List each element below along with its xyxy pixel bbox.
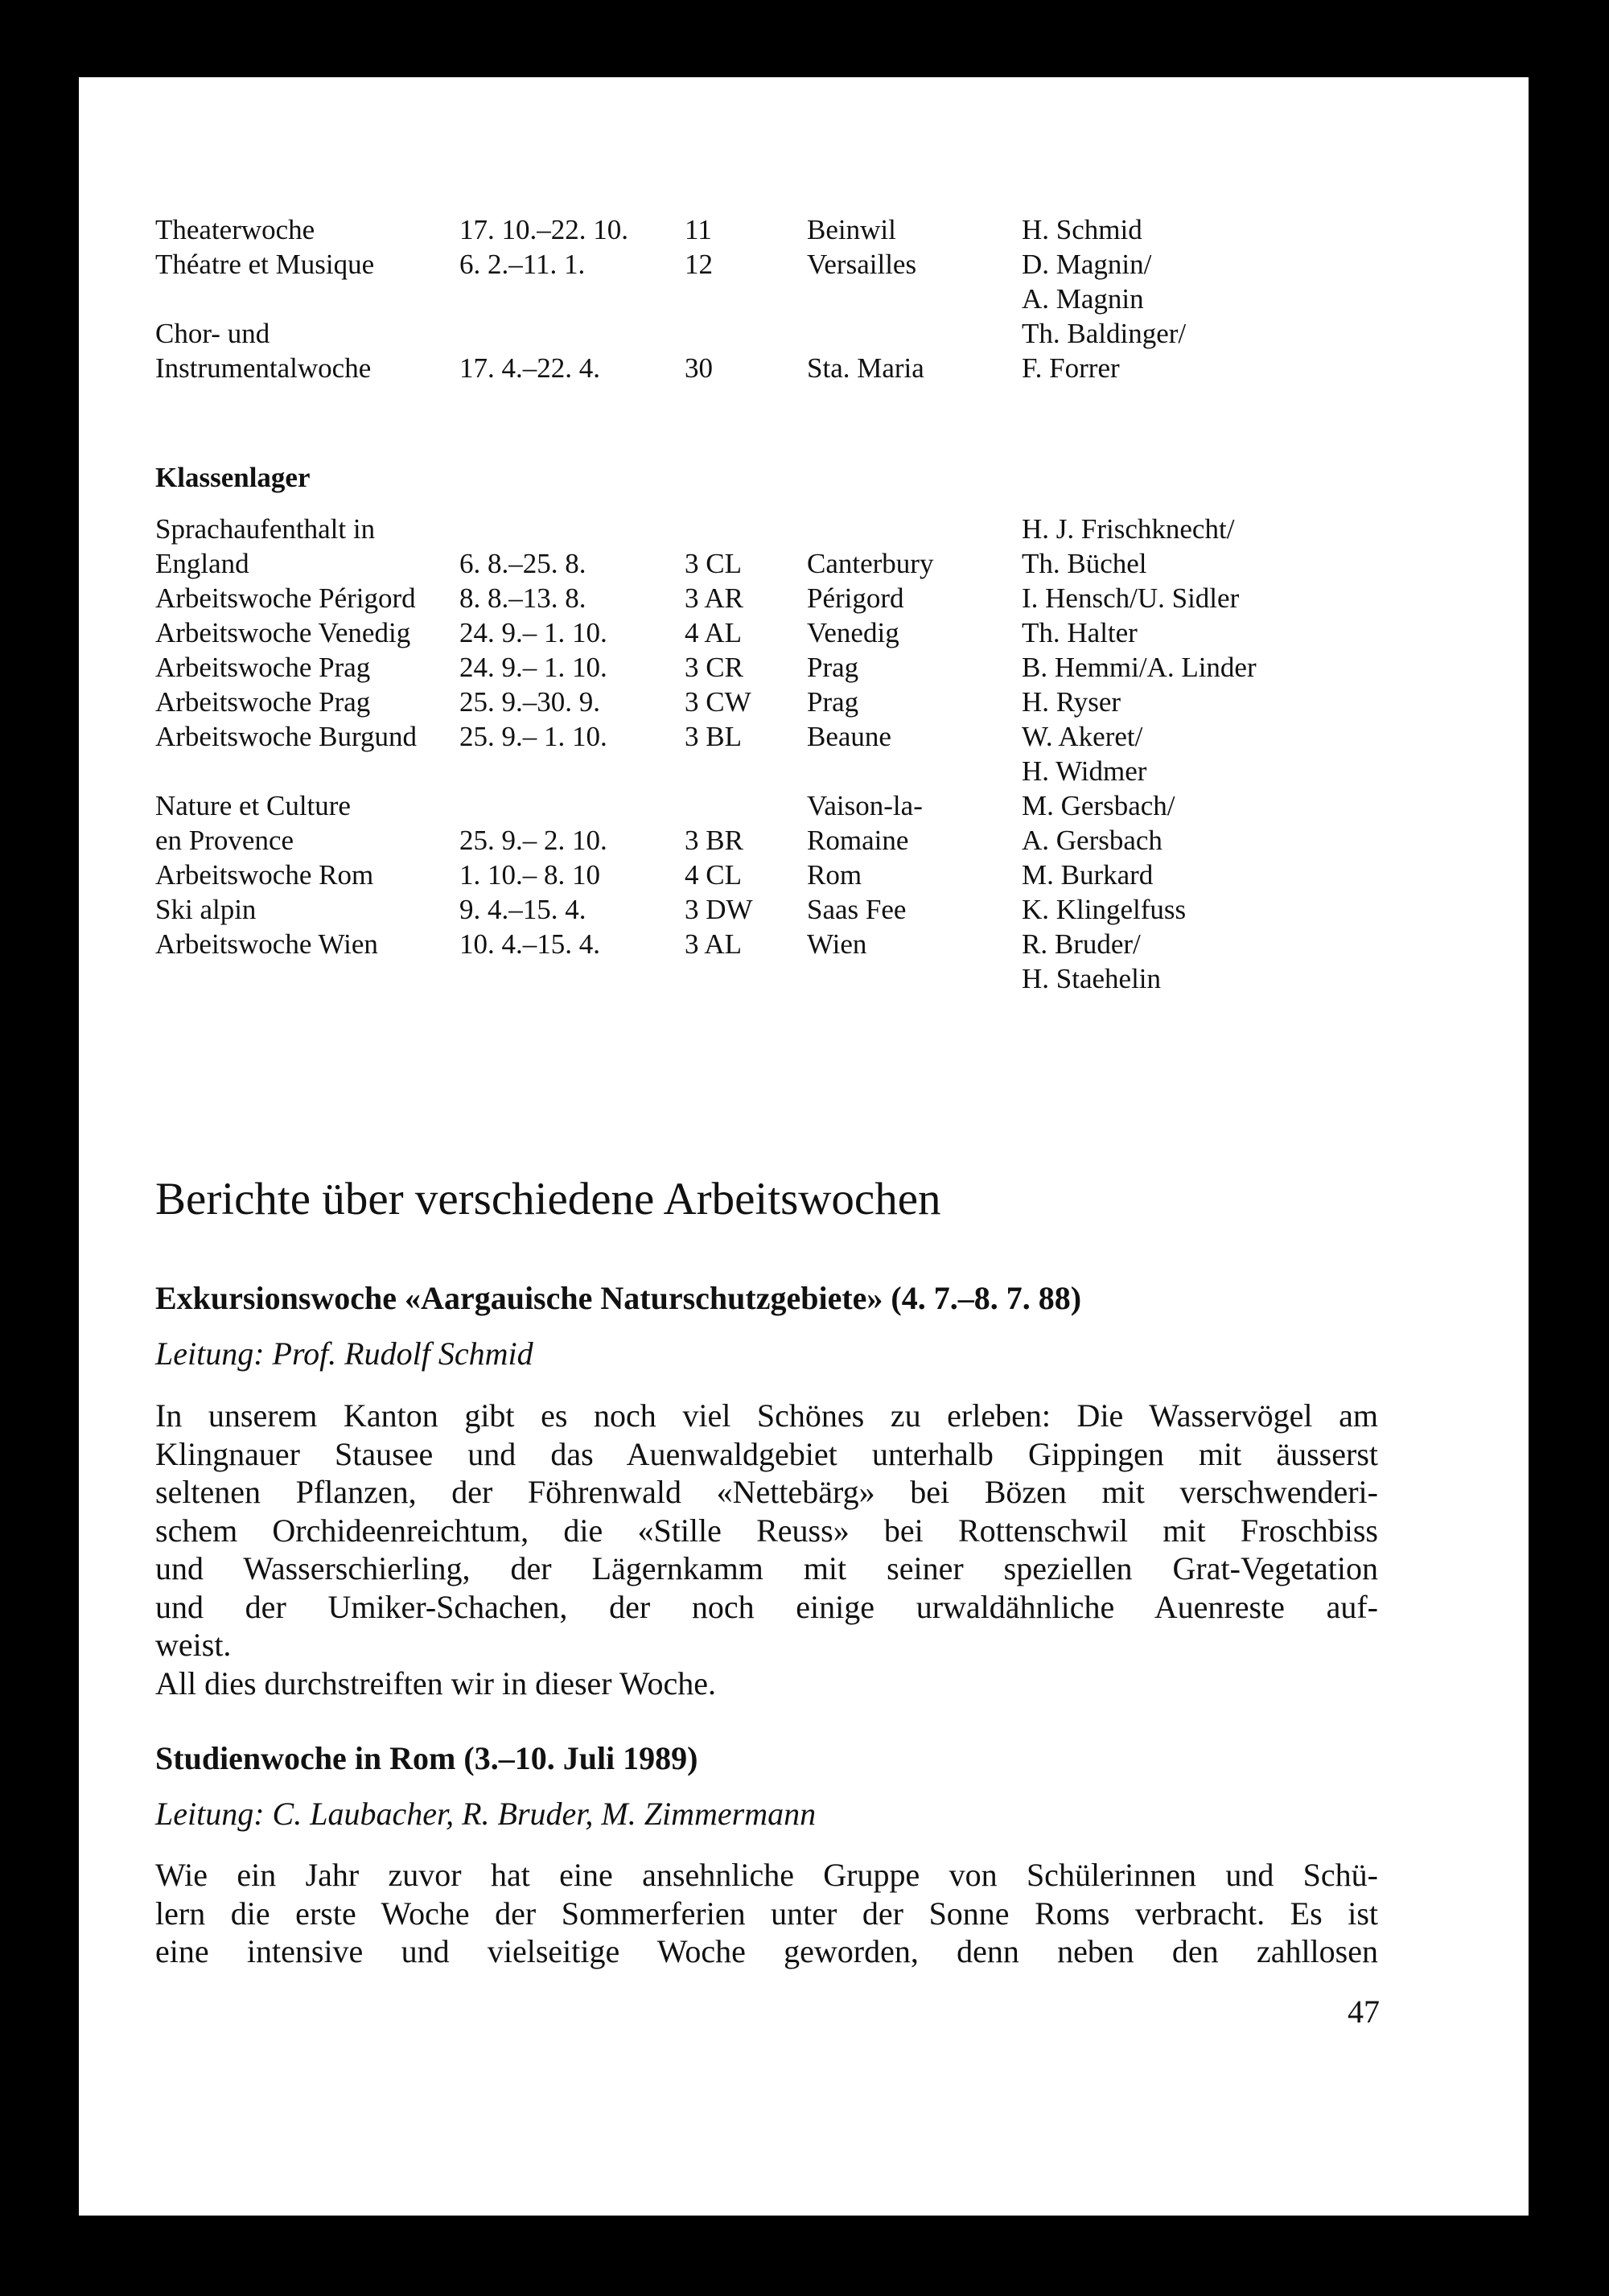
- place-cell: Canterbury: [807, 548, 934, 579]
- activity-cell: Ski alpin: [155, 894, 257, 925]
- activity-cell: Arbeitswoche Prag: [155, 652, 371, 683]
- place-cell: Rom: [807, 859, 862, 891]
- table-row: [79, 316, 1446, 352]
- class-cell: 3 CW: [685, 686, 751, 718]
- table-row: [79, 581, 1446, 616]
- activity-cell: Sprachaufenthalt in: [155, 513, 376, 545]
- page-number: 47: [1348, 1994, 1380, 2030]
- date-cell: 24. 9.– 1. 10.: [459, 652, 607, 683]
- activity-cell: England: [155, 548, 249, 579]
- class-cell: 3 CL: [685, 548, 742, 579]
- activity-cell: Nature et Culture: [155, 790, 351, 821]
- place-cell: Wien: [807, 928, 867, 960]
- activity-cell: Chor- und: [155, 318, 270, 349]
- table-row: [79, 823, 1446, 858]
- leader-cell: R. Bruder/: [1022, 928, 1141, 960]
- activity-cell: Arbeitswoche Prag: [155, 686, 371, 718]
- date-cell: 9. 4.–15. 4.: [459, 894, 586, 925]
- place-cell: Saas Fee: [807, 894, 907, 925]
- date-cell: 17. 10.–22. 10.: [459, 214, 628, 245]
- table-row: [79, 282, 1446, 317]
- table-row: [79, 788, 1446, 824]
- date-cell: 24. 9.– 1. 10.: [459, 617, 607, 648]
- table-row: [79, 754, 1446, 789]
- place-cell: Venedig: [807, 617, 899, 648]
- activity-cell: Arbeitswoche Burgund: [155, 721, 417, 752]
- activity-cell: Théatre et Musique: [155, 249, 375, 280]
- text-line: In unserem Kanton gibt es noch viel Schönes zu erleben: Die Wasservögel am: [155, 1397, 1378, 1434]
- table-row: [79, 351, 1446, 386]
- place-cell: Beinwil: [807, 214, 896, 245]
- text-line: All dies durchstreiften wir in dieser Woche.: [155, 1664, 716, 1701]
- leader-cell: H. Widmer: [1022, 755, 1147, 787]
- leader-cell: A. Gersbach: [1022, 825, 1163, 856]
- date-cell: 17. 4.–22. 4.: [459, 352, 600, 384]
- place-cell: Prag: [807, 652, 859, 683]
- date-cell: 25. 9.– 1. 10.: [459, 721, 607, 752]
- place-cell: Sta. Maria: [807, 352, 924, 384]
- class-cell: 4 AL: [685, 617, 742, 648]
- place-cell: Vaison-la-: [807, 790, 923, 821]
- report-title: Studienwoche in Rom (3.–10. Juli 1989): [155, 1740, 698, 1776]
- table-row: [79, 650, 1446, 685]
- date-cell: 6. 8.–25. 8.: [459, 548, 586, 579]
- text-line: Wie ein Jahr zuvor hat eine ansehnliche Gruppe von Schülerinnen und Schü-: [155, 1857, 1378, 1893]
- activity-cell: Theaterwoche: [155, 214, 315, 245]
- place-cell: Versailles: [807, 249, 917, 280]
- leader-cell: H. Ryser: [1022, 686, 1121, 718]
- class-cell: 12: [685, 249, 713, 280]
- text-line: und der Umiker-Schachen, der noch einige urwaldähnliche Auenreste auf-: [155, 1588, 1378, 1625]
- text-line: weist.: [155, 1627, 232, 1663]
- leader-cell: K. Klingelfuss: [1022, 894, 1187, 925]
- table-row: [79, 961, 1446, 997]
- leader-cell: Th. Büchel: [1022, 548, 1147, 579]
- date-cell: 1. 10.– 8. 10: [459, 859, 600, 891]
- class-cell: 3 BR: [685, 825, 743, 856]
- leader-cell: H. Schmid: [1022, 214, 1142, 245]
- section-heading: Berichte über verschiedene Arbeitswochen: [155, 1174, 941, 1224]
- activity-cell: Arbeitswoche Wien: [155, 928, 378, 960]
- leader-cell: D. Magnin/: [1022, 249, 1152, 280]
- table-row: [79, 247, 1446, 282]
- text-line: Klingnauer Stausee und das Auenwaldgebiet unterhalb Gippingen mit äusserst: [155, 1435, 1378, 1472]
- leader-cell: F. Forrer: [1022, 352, 1120, 384]
- activity-cell: en Provence: [155, 825, 294, 856]
- table-row: [79, 512, 1446, 547]
- klassenlager-title: Klassenlager: [155, 462, 311, 493]
- table-row: [79, 719, 1446, 755]
- date-cell: 25. 9.– 2. 10.: [459, 825, 607, 856]
- leader-cell: H. Staehelin: [1022, 963, 1162, 994]
- text-line: schem Orchideenreichtum, die «Stille Reuss» bei Rottenschwil mit Froschbiss: [155, 1512, 1378, 1549]
- class-cell: 11: [685, 214, 712, 245]
- report-body: [155, 1397, 1378, 1702]
- text-line: und Wasserschierling, der Lägernkamm mit seiner speziellen Grat-Vegetation: [155, 1550, 1378, 1586]
- place-cell: Prag: [807, 686, 859, 718]
- leader-cell: M. Gersbach/: [1022, 790, 1175, 821]
- table-row: [79, 546, 1446, 582]
- place-cell: Beaune: [807, 721, 891, 752]
- activity-cell: Arbeitswoche Périgord: [155, 582, 416, 614]
- leader-cell: H. J. Frischknecht/: [1022, 513, 1235, 545]
- table-row: [79, 892, 1446, 928]
- leader-cell: Th. Baldinger/: [1022, 318, 1187, 349]
- leader-cell: Th. Halter: [1022, 617, 1138, 648]
- table-row: [79, 615, 1446, 651]
- table-row: [79, 927, 1446, 962]
- date-cell: 8. 8.–13. 8.: [459, 582, 586, 614]
- class-cell: 3 AL: [685, 928, 742, 960]
- date-cell: 25. 9.–30. 9.: [459, 686, 600, 718]
- class-cell: 3 CR: [685, 652, 743, 683]
- leader-cell: W. Akeret/: [1022, 721, 1143, 752]
- leader-cell: M. Burkard: [1022, 859, 1154, 891]
- report-leitung: Leitung: Prof. Rudolf Schmid: [155, 1335, 533, 1372]
- leader-cell: B. Hemmi/A. Linder: [1022, 652, 1257, 683]
- text-line: seltenen Pflanzen, der Föhrenwald «Nettebärg» bei Bözen mit verschwenderi-: [155, 1474, 1378, 1510]
- text-line: eine intensive und vielseitige Woche geworden, denn neben den zahllosen: [155, 1933, 1378, 1969]
- leader-cell: A. Magnin: [1022, 283, 1144, 315]
- place-cell: Romaine: [807, 825, 909, 856]
- report-leitung: Leitung: C. Laubacher, R. Bruder, M. Zimmermann: [155, 1796, 817, 1832]
- leader-cell: I. Hensch/U. Sidler: [1022, 582, 1240, 614]
- activity-cell: Arbeitswoche Venedig: [155, 617, 411, 648]
- class-cell: 3 BL: [685, 721, 742, 752]
- table-row: [79, 685, 1446, 720]
- class-cell: 4 CL: [685, 859, 742, 891]
- date-cell: 10. 4.–15. 4.: [459, 928, 600, 960]
- place-cell: Périgord: [807, 582, 904, 614]
- activity-cell: Arbeitswoche Rom: [155, 859, 374, 891]
- document-page: [79, 77, 1529, 2216]
- class-cell: 30: [685, 352, 713, 384]
- report-body: [155, 1856, 1378, 1971]
- table-row: [79, 858, 1446, 893]
- activity-cell: Instrumentalwoche: [155, 352, 372, 384]
- date-cell: 6. 2.–11. 1.: [459, 249, 586, 280]
- text-line: lern die erste Woche der Sommerferien unter der Sonne Roms verbracht. Es ist: [155, 1895, 1378, 1932]
- class-cell: 3 AR: [685, 582, 743, 614]
- table-row: [79, 212, 1446, 248]
- report-title: Exkursionswoche «Aargauische Naturschutzgebiete» (4. 7.–8. 7. 88): [155, 1280, 1082, 1316]
- class-cell: 3 DW: [685, 894, 753, 925]
